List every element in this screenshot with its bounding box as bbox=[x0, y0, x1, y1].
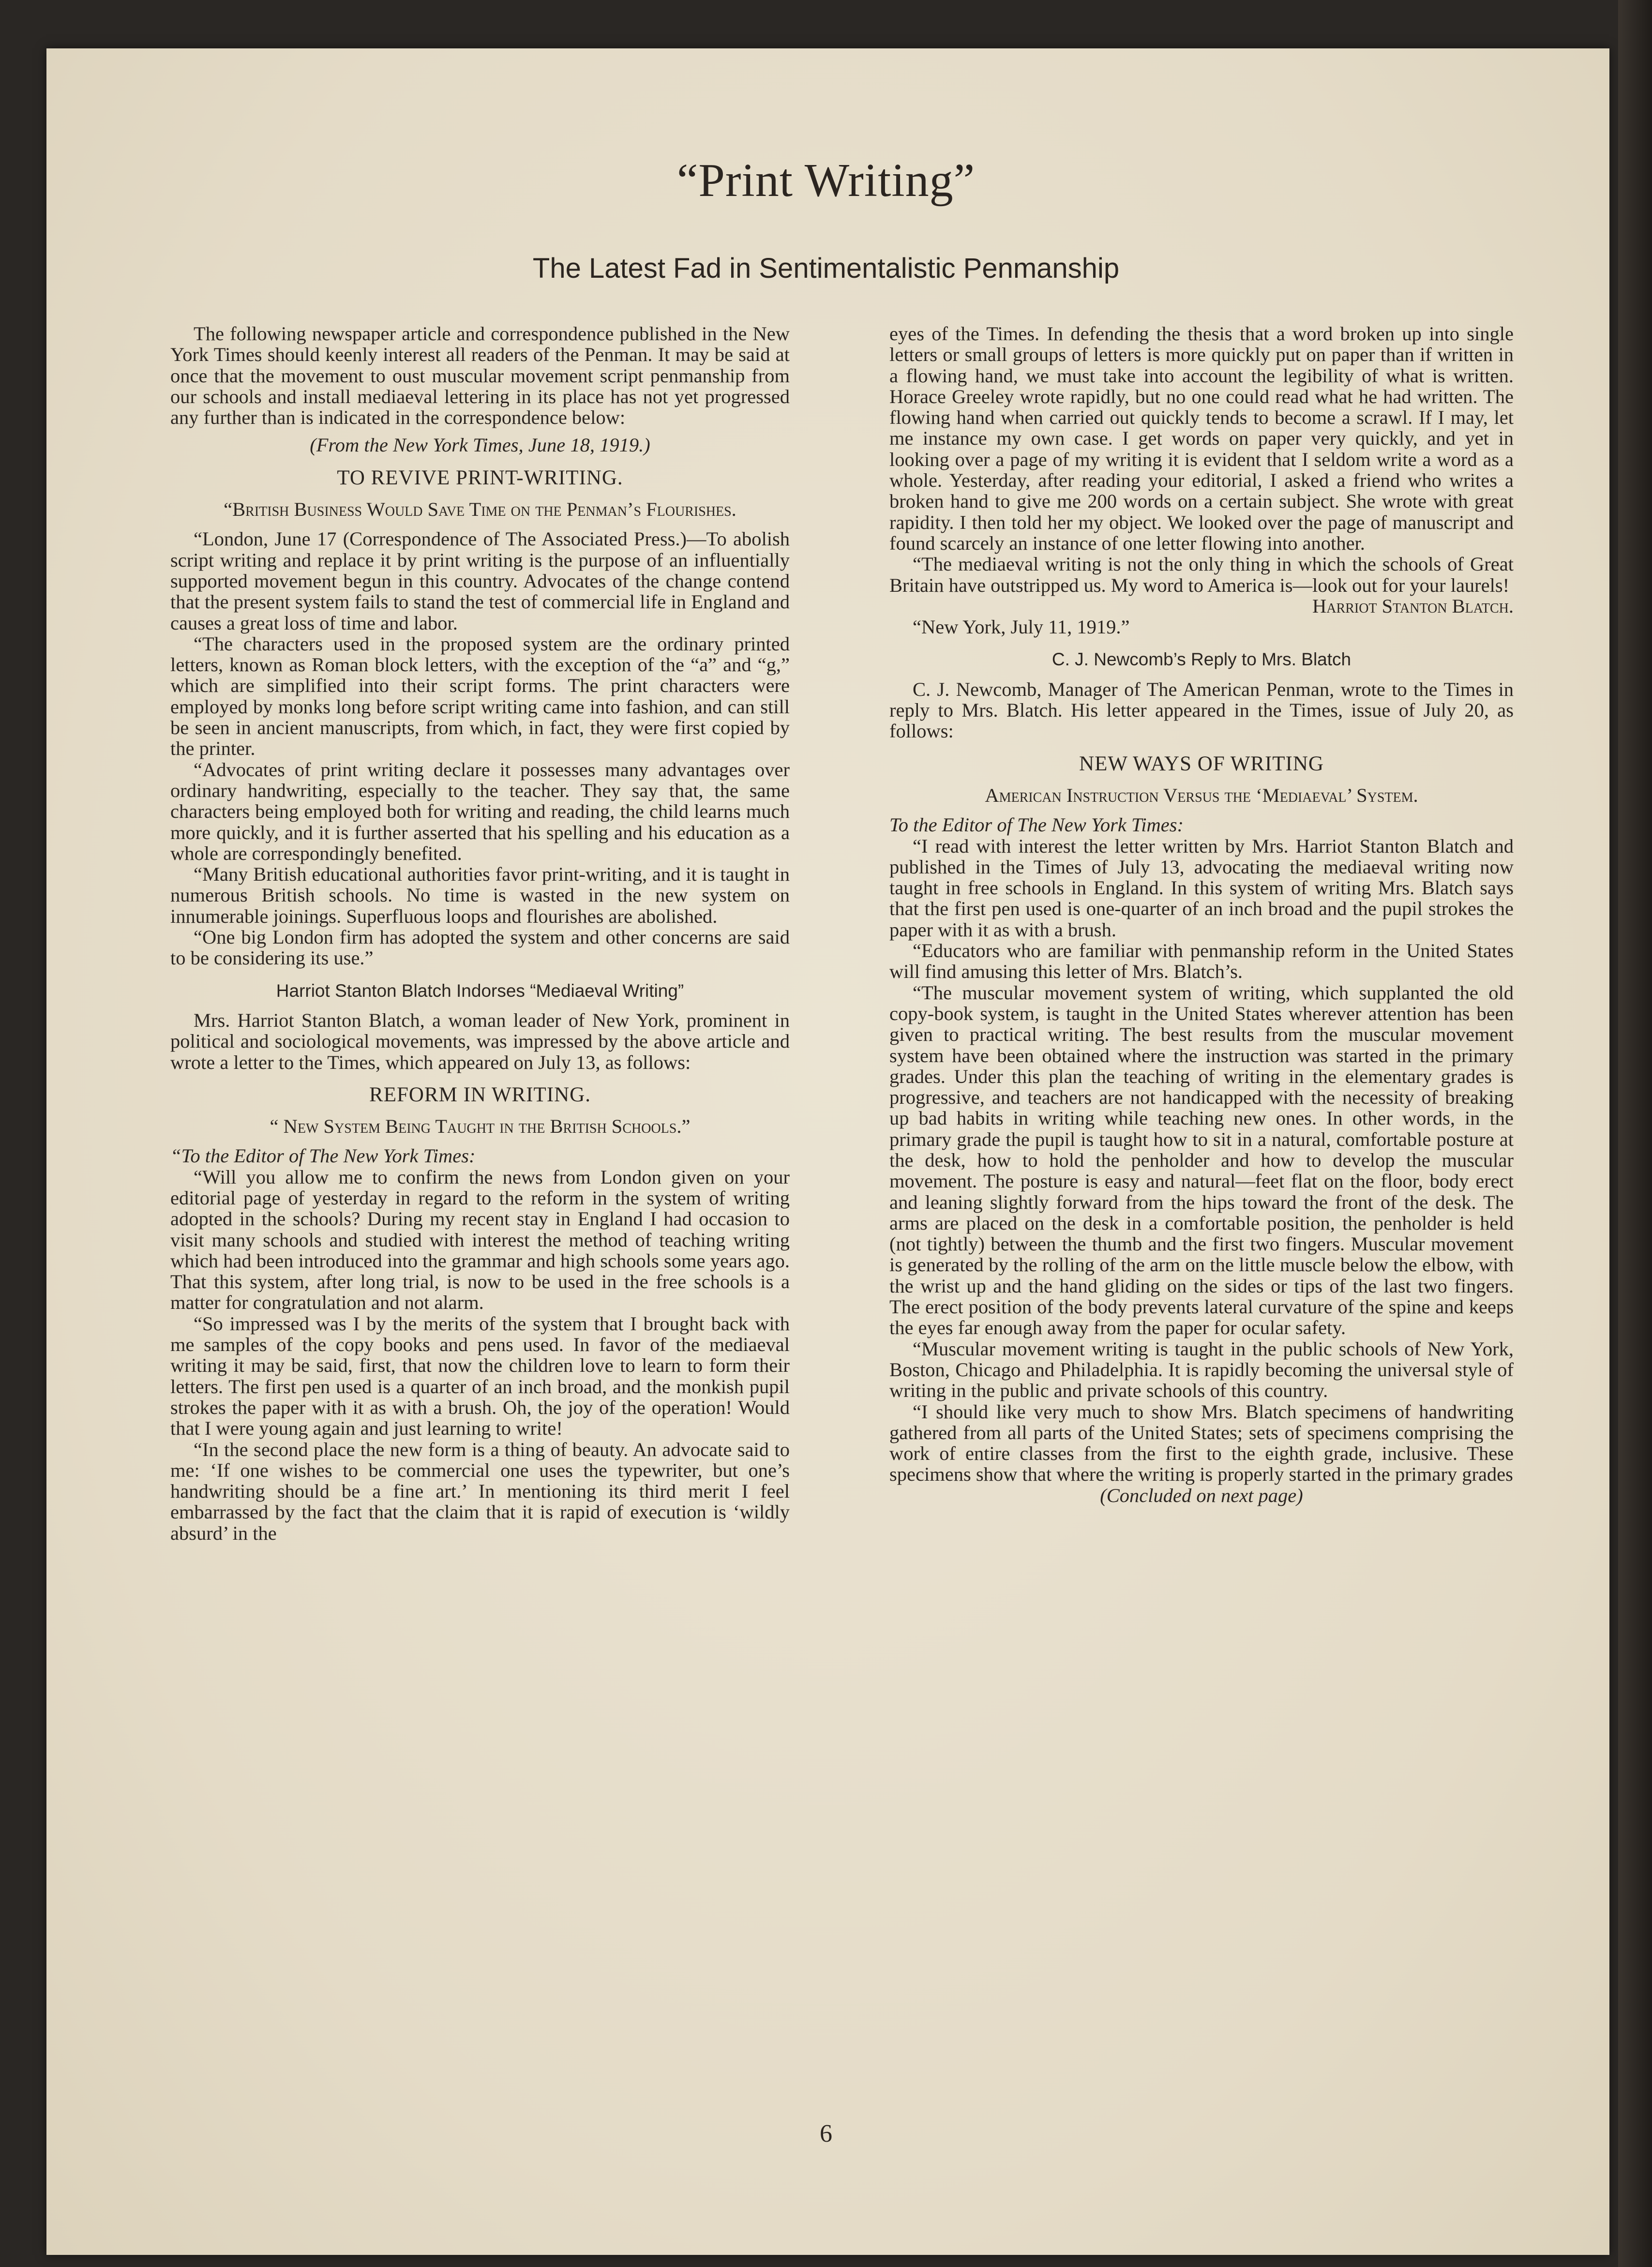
article-title: “Print Writing” bbox=[676, 154, 976, 207]
intro-paragraph: The following newspaper article and correspondence published in the New York Times should keenly interest all readers of the Penman. It may be said at once that the movement to oust muscular movement script penmanship from our schools and install mediaeval lettering in its place has not yet progressed any further than is indicated in the correspondence below: bbox=[170, 323, 790, 429]
paragraph: C. J. Newcomb, Manager of The American Penman, wrote to the Times in reply to Mrs. Blatch. His letter appeared in the Times, issue of July 20, as follows: bbox=[889, 678, 1514, 742]
paragraph: “Advocates of print writing declare it possesses many advantages over ordinary handwriting, especially to the teacher. They say that, the same characters being employed both for writing and reading, the child learns much more quickly, and it is further asserted that his spelling and his education as a whole are correspondingly benefited. bbox=[170, 758, 790, 864]
letter-dateline: “New York, July 11, 1919.” bbox=[913, 616, 1130, 638]
article-subtitle: The Latest Fad in Sentimentalistic Penmanship bbox=[532, 253, 1120, 284]
paragraph: “One big London firm has adopted the system and other concerns are said to be considering its use.” bbox=[170, 926, 790, 969]
section-subheading: “British Business Would Save Time on the Penman’s Flourishes. bbox=[224, 498, 736, 521]
paragraph: “The characters used in the proposed system are the ordinary printed letters, known as Roman block letters, with the exception of the “a” and “g,” which are simplified into their script forms. The print characters were employed by monks long before script writing came into fashion, and can still be seen in ancient manuscripts, from which, in fact, they were first copied by the printer. bbox=[170, 632, 790, 760]
left-column bbox=[170, 323, 790, 1544]
paragraph: “I read with interest the letter written by Mrs. Harriot Stanton Blatch and published in the Times of July 13, advocating the mediaeval writing now taught in free schools in England. In this system of writing Mrs. Blatch says that the first pen used is one-quarter of an inch broad and the pupil strokes the paper with it as with a brush. bbox=[889, 835, 1514, 941]
paragraph: “So impressed was I by the merits of the system that I brought back with me samples of the copy books and pens used. In favor of the mediaeval writing it may be said, first, that now the children love to learn to form their letters. The first pen used is a quarter of an inch broad, and the monkish pupil strokes the paper with it as with a brush. Oh, the joy of the operation! Would that I were young again and just learning to write! bbox=[170, 1312, 790, 1440]
paragraph: eyes of the Times. In defending the thesis that a word broken up into single letters or small groups of letters is more quickly put on paper than if written in a flowing hand, we must take into account the legibility of what is written. Horace Greeley wrote rapidly, but no one could read what he had written. The flowing hand when carried out quickly tends to become a scrawl. If I may, let me instance my own case. I get words on paper very quickly, and yet in looking over a page of my writing it is evident that I seldom write a word as a whole. Yesterday, after reading your editorial, I asked a friend who writes a broken hand to give me 200 words on a certain subject. She wrote with great rapidity. I then told her my object. We looked over the page of manuscript and found scarcely an instance of one letter flowing into another. bbox=[889, 323, 1514, 554]
letter-salutation: To the Editor of The New York Times: bbox=[889, 814, 1184, 836]
section-subheading: American Instruction Versus the ‘Mediaeval’ System. bbox=[985, 784, 1418, 806]
continued-note: (Concluded on next page) bbox=[1100, 1484, 1303, 1506]
section-heading: C. J. Newcomb’s Reply to Mrs. Blatch bbox=[1051, 649, 1352, 670]
section-heading: REFORM IN WRITING. bbox=[369, 1083, 591, 1106]
paragraph: “Muscular movement writing is taught in the public schools of New York, Boston, Chicago and Philadelphia. It is rapidly becoming the universal style of writing in the public and private schools of this country. bbox=[889, 1337, 1514, 1402]
paragraph: “Many British educational authorities favor print-writing, and it is taught in numerous British schools. No time is wasted in the new system on innumerable joinings. Superfluous loops and flourishes are abolished. bbox=[170, 863, 790, 927]
paragraph: “Will you allow me to confirm the news from London given on your editorial page of yesterday in regard to the reform in the system of writing adopted in the schools? During my recent stay in England I had occasion to visit many schools and studied with interest the method of teaching writing which had been introduced into the grammar and high schools some years ago. That this system, after long trial, is now to be used in the free schools is a matter for congratulation and not alarm. bbox=[170, 1166, 790, 1314]
paragraph: Mrs. Harriot Stanton Blatch, a woman leader of New York, prominent in political and sociological movements, was impressed by the above article and wrote a letter to the Times, which appeared on July 13, as follows: bbox=[170, 1009, 790, 1073]
section-subheading: “ New System Being Taught in the British Schools.” bbox=[270, 1115, 691, 1138]
paragraph: “The muscular movement system of writing, which supplanted the old copy-book system, is taught in the United States wherever attention has been given to practical writing. The best results from the muscular movement system have been obtained where the instruction was started in the primary grades. Under this plan the teaching of writing in the elementary grades is progressive, and teachers are not handicapped with the necessity of breaking up bad habits in writing while teaching new ones. In other words, in the primary grade the pupil is taught how to sit in a natural, comfortable posture at the desk, how to hold the penholder and how to develop the muscular movement. The posture is easy and natural—feet flat on the floor, body erect and leaning slightly forward from the hips toward the front of the desk. The arms are placed on the desk in a comfortable position, the penholder is held (not tightly) between the thumb and the first two fingers. Muscular movement is generated by the rolling of the arm on the little muscle below the elbow, with the wrist up and the hand gliding on the sides or tips of the last two fingers. The erect position of the body prevents lateral curvature of the spine and keeps the eyes far enough away from the paper for ocular safety. bbox=[889, 981, 1514, 1339]
letter-salutation: “To the Editor of The New York Times: bbox=[170, 1145, 476, 1167]
paragraph: “I should like very much to show Mrs. Blatch specimens of handwriting gathered from all parts of the United States; sets of specimens comprising the work of entire classes from the first to the eighth grade, inclusive. These specimens show that where the writing is properly started in the primary grades bbox=[889, 1400, 1514, 1486]
right-column bbox=[889, 323, 1514, 1506]
section-heading: Harriot Stanton Blatch Indorses “Mediaeval Writing” bbox=[276, 980, 684, 1001]
paragraph: “In the second place the new form is a thing of beauty. An advocate said to me: ‘If one wishes to be commercial one uses the typewriter, but one’s handwriting should be a fine art.’ In mentioning its third merit I feel embarrassed by the fact that the claim that it is rapid of execution is ‘wildly absurd’ in the bbox=[170, 1438, 790, 1544]
section-heading: TO REVIVE PRINT-WRITING. bbox=[337, 466, 623, 489]
page-number: 6 bbox=[820, 2120, 832, 2147]
section-heading: NEW WAYS OF WRITING bbox=[1079, 752, 1324, 775]
paragraph: “London, June 17 (Correspondence of The Associated Press.)—To abolish script writing and replace it by print writing is the purpose of an influentially supported movement begun in this country. Advocates of the change contend that the present system fails to stand the test of commercial life in England and causes a great loss of time and labor. bbox=[170, 528, 790, 634]
letter-signature: Harriot Stanton Blatch. bbox=[1312, 595, 1514, 617]
source-line: (From the New York Times, June 18, 1919.) bbox=[310, 434, 650, 456]
paragraph: “Educators who are familiar with penmanship reform in the United States will find amusing this letter of Mrs. Blatch’s. bbox=[889, 940, 1514, 983]
paragraph: “The mediaeval writing is not the only thing in which the schools of Great Britain have outstripped us. My word to America is—look out for your laurels! bbox=[889, 553, 1514, 596]
book-spine bbox=[1618, 0, 1652, 2267]
